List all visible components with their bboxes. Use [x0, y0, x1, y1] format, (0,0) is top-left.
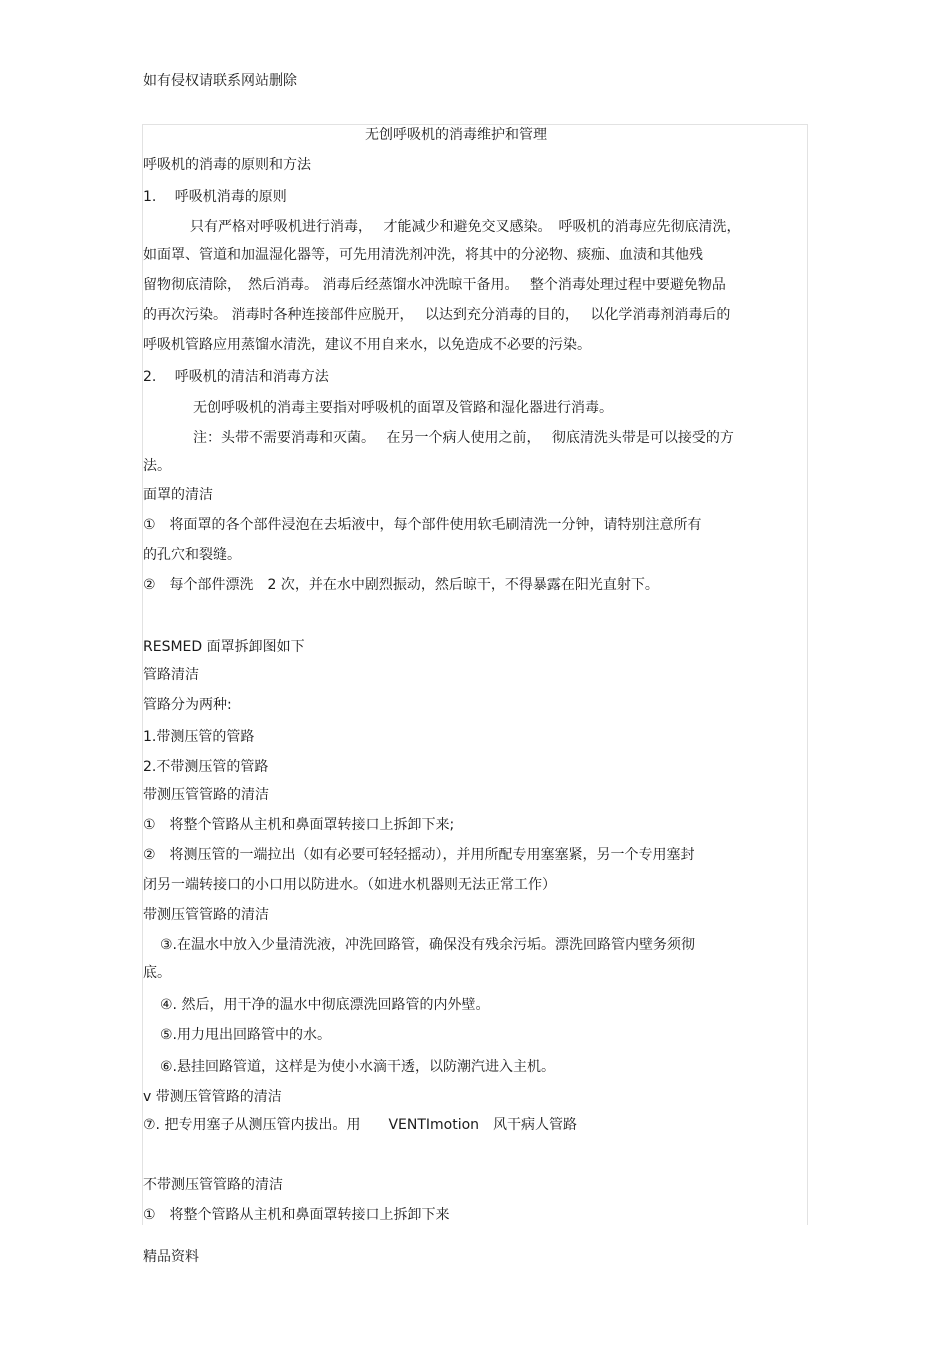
section-heading: 带测压管管路的清洁 [143, 907, 269, 923]
list-item: 的孔穴和裂缝。 [143, 547, 241, 563]
footer-label: 精品资料 [143, 1249, 199, 1265]
subsection-heading: 2. 呼吸机的清洁和消毒方法 [143, 369, 329, 385]
list-item: 2.不带测压管的管路 [143, 759, 269, 775]
list-item: ⑥.悬挂回路管道，这样是为使小水滴干透，以防潮汽进入主机。 [160, 1059, 555, 1075]
paragraph-line: 留物彻底清除， 然后消毒。 消毒后经蒸馏水冲洗晾干备用。 整个消毒处理过程中要避免物品 [143, 277, 726, 293]
section-heading: v 带测压管管路的清洁 [143, 1089, 282, 1105]
list-item: ① 将整个管路从主机和鼻面罩转接口上拆卸下来 [143, 1207, 450, 1223]
section-heading: 呼吸机的消毒的原则和方法 [143, 157, 311, 173]
paragraph-line: 管路分为两种: [143, 697, 232, 713]
document-title: 无创呼吸机的消毒维护和管理 [365, 127, 547, 143]
section-heading: 管路清洁 [143, 667, 199, 683]
note-line: 注：头带不需要消毒和灭菌。 在另一个病人使用之前， 彻底清洗头带是可以接受的方 [193, 430, 734, 446]
list-item: ② 将测压管的一端拉出（如有必要可轻轻摇动），并用所配专用塞塞紧，另一个专用塞封 [143, 847, 695, 863]
paragraph-line: 无创呼吸机的消毒主要指对呼吸机的面罩及管路和湿化器进行消毒。 [193, 400, 613, 416]
list-item: 闭另一端转接口的小口用以防进水。（如进水机器则无法正常工作） [143, 877, 556, 893]
note-line: 法。 [143, 458, 171, 474]
list-item: 底。 [143, 965, 171, 981]
list-item: ⑦. 把专用塞子从测压管内拔出。用 VENTImotion 风干病人管路 [143, 1117, 578, 1133]
list-item: ① 将面罩的各个部件浸泡在去垢液中，每个部件使用软毛刷清洗一分钟，请特别注意所有 [143, 517, 702, 533]
subsection-heading: 1. 呼吸机消毒的原则 [143, 189, 287, 205]
paragraph-line: 的再次污染。 消毒时各种连接部件应脱开， 以达到充分消毒的目的， 以化学消毒剂消毒后的 [143, 307, 731, 323]
paragraph-line: 只有严格对呼吸机进行消毒， 才能减少和避免交叉感染。 呼吸机的消毒应先彻底清洗， [190, 219, 741, 235]
list-item: 1.带测压管的管路 [143, 729, 255, 745]
section-heading: 带测压管管路的清洁 [143, 787, 269, 803]
list-item: ① 将整个管路从主机和鼻面罩转接口上拆卸下来; [143, 817, 455, 833]
list-item: ④. 然后，用干净的温水中彻底漂洗回路管的内外壁。 [160, 997, 490, 1013]
list-item: ② 每个部件漂洗 2 次，并在水中剧烈振动，然后晾干，不得暴露在阳光直射下。 [143, 577, 659, 593]
figure-caption: RESMED 面罩拆卸图如下 [143, 639, 305, 655]
list-item: ⑤.用力甩出回路管中的水。 [160, 1027, 332, 1043]
paragraph-line: 如面罩、管道和加温湿化器等，可先用清洗剂冲洗，将其中的分泌物、痰痂、血渍和其他残 [143, 247, 703, 263]
paragraph-line: 呼吸机管路应用蒸馏水清洗，建议不用自来水，以免造成不必要的污染。 [143, 337, 591, 353]
section-heading: 面罩的清洁 [143, 487, 213, 503]
watermark-header: 如有侵权请联系网站删除 [143, 73, 297, 89]
section-heading: 不带测压管管路的清洁 [143, 1177, 283, 1193]
list-item: ③.在温水中放入少量清洗液，冲洗回路管，确保没有残余污垢。漂洗回路管内壁务须彻 [160, 937, 695, 953]
